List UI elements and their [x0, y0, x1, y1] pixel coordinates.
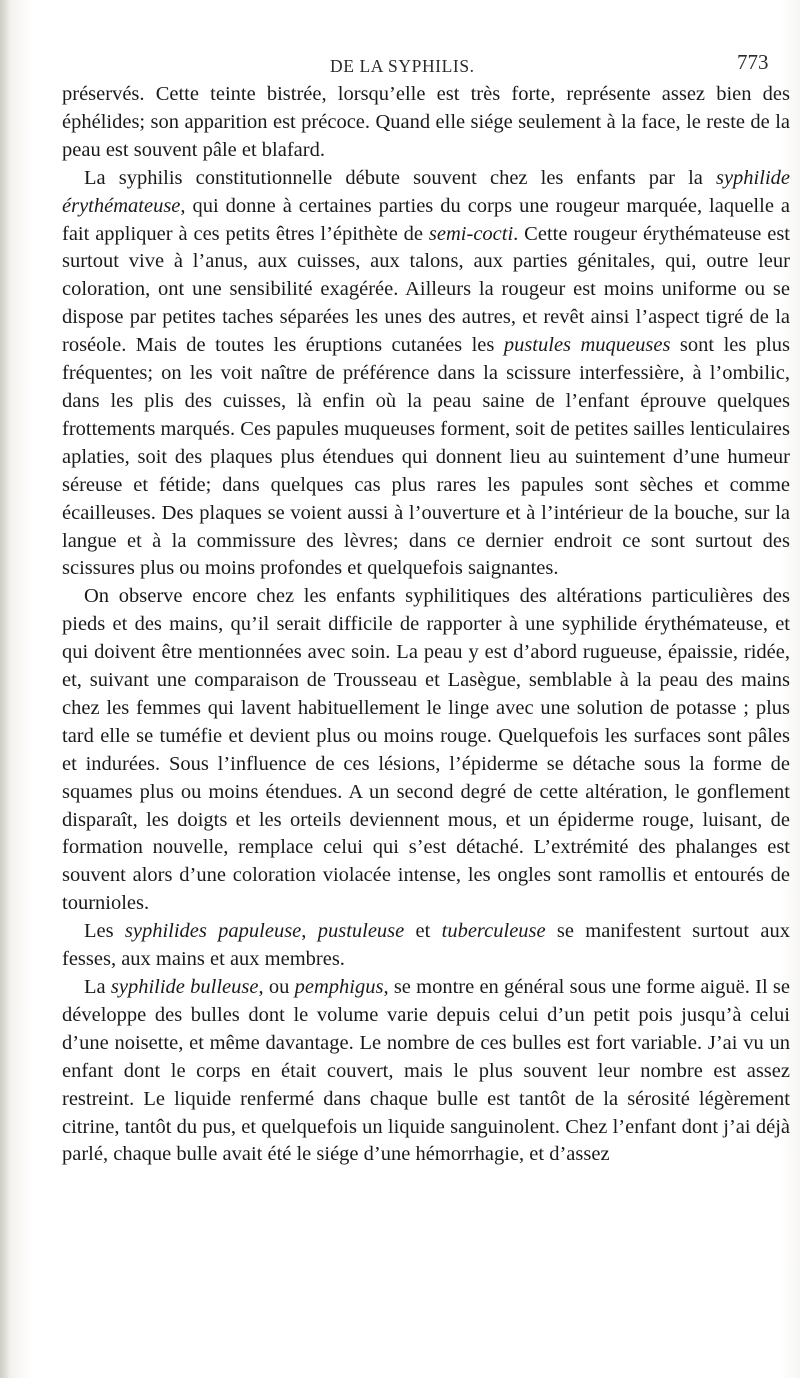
- paragraph-4-text-d: se manifestent surtout aux fesses, aux mains et aux membres.: [62, 920, 791, 971]
- term-syphilides-papuleuse: syphilides papuleuse: [124, 920, 302, 943]
- paragraph-4-text-b: ,: [301, 920, 318, 943]
- paragraph-4-text-c: et: [404, 920, 442, 943]
- term-pustules-muqueuses: pustules muqueuses: [503, 334, 671, 357]
- paragraph-5-text-c: , se montre en général sous une forme aiguë. Il se développe des bulles dont le volume varie depuis celui d’un petit pois jusqu’à celui d’une noisette, et même davantage. Le nombre de ces bulles est fort variable. J’ai vu un enfant dont le corps en était couvert, mais le plus souvent leur nombre est assez restreint. Le liquide renfermé dans chaque bulle est tantôt de la sérosité légèrement citrine, tantôt du pus, et quelquefois un liquide sanguinolent. Chez l’enfant dont j’ai déjà parlé, chaque bulle avait été le siége d’une hémorrhagie, et d’assez: [62, 976, 791, 1166]
- paragraph-3: [62, 583, 790, 918]
- paragraph-1-text: préservés. Cette teinte bistrée, lorsqu’elle est très forte, représente assez bien des éphélides; son apparition est précoce. Quand elle siége seulement à la face, le reste de la peau est souvent pâle et blafard.: [62, 83, 790, 161]
- paragraph-5: [62, 974, 790, 1169]
- term-pustuleuse: pustuleuse: [317, 920, 405, 943]
- paragraph-4-text-a: Les: [84, 920, 125, 943]
- paragraph-2: [62, 165, 790, 584]
- term-syphilide-erythemateuse: syphilide érythémateuse: [62, 166, 790, 217]
- paragraph-2-text-c: . Cette rougeur érythémateuse est surtout vive à l’anus, aux cuisses, aux talons, aux parties génitales, qui, outre leur coloration, ont une sensibilité exagérée. Ailleurs la rougeur est moins uniforme ou se dispose par petites taches séparées les unes des autres, et revêt ainsi l’aspect tigré de la roséole. Mais de toutes les éruptions cutanées les: [62, 222, 790, 357]
- term-syphilide-bulleuse: syphilide bulleuse: [110, 976, 259, 998]
- paragraph-5-text-a: La: [84, 976, 111, 998]
- term-tuberculeuse: tuberculeuse: [441, 920, 546, 943]
- paragraph-4: [62, 918, 790, 974]
- paragraph-2-text-b: , qui donne à certaines parties du corps une rougeur marquée, laquelle a fait appliquer à ces petits êtres l’épithète de: [62, 194, 790, 245]
- page-gutter-shadow: [0, 0, 10, 1378]
- page-number: 773: [737, 50, 769, 74]
- paragraph-3-text: On observe encore chez les enfants syphilitiques des altérations particulières des pieds et des mains, qu’il serait difficile de rapporter à une syphilide érythémateuse, et qui doivent être mentionnées avec soin. La peau y est d’abord rugueuse, épaissie, ridée, et, suivant une comparaison de Trousseau et Lasègue, semblable à la peau des mains chez les femmes qui lavent habituellement le linge avec une solution de potasse ; plus tard elle se tuméfie et devient plus ou moins rouge. Quelquefois les surfaces sont pâles et indurées. Sous l’influence de ces lésions, l’épiderme se détache sous la forme de squames plus ou moins étendues. A un second degré de cette altération, le gonflement disparaît, les doigts et les orteils deviennent mous, et un épiderme rouge, luisant, de formation nouvelle, remplace celui qui s’est détaché. L’extrémité des phalanges est souvent alors d’une coloration violacée intense, les ongles sont ramollis et entourés de tournioles.: [62, 585, 790, 915]
- running-title: DE LA SYPHILIS.: [330, 56, 475, 76]
- paragraph-2-text-a: La syphilis constitutionnelle débute souvent chez les enfants par la: [84, 166, 716, 189]
- running-header: [0, 50, 800, 80]
- paragraph-1: [62, 81, 790, 165]
- paragraph-2-text-d: sont les plus fréquentes; on les voit naître de préférence dans la scissure interfessière, à l’ombilic, dans les plis des cuisses, là enfin où la peau saine de l’enfant éprouve quelques frottements marqués. Ces papules muqueuses forment, soit de petites sailles lenticulaires aplaties, soit des plaques plus étendues qui donnent lieu au suintement d’une humeur séreuse et fétide; dans quelques cas plus rares les papules sont sèches et comme écailleuses. Des plaques se voient aussi à l’ouverture et à l’intérieur de la bouche, sur la langue et à la commissure des lèvres; dans ce dernier endroit ce sont surtout des scissures plus ou moins profondes et quelquefois saignantes.: [62, 334, 790, 580]
- body-text: [62, 81, 790, 1169]
- term-pemphigus: pemphigus: [294, 976, 384, 998]
- term-semi-cocti: semi-cocti: [428, 222, 514, 245]
- paragraph-5-text-b: , ou: [258, 976, 295, 998]
